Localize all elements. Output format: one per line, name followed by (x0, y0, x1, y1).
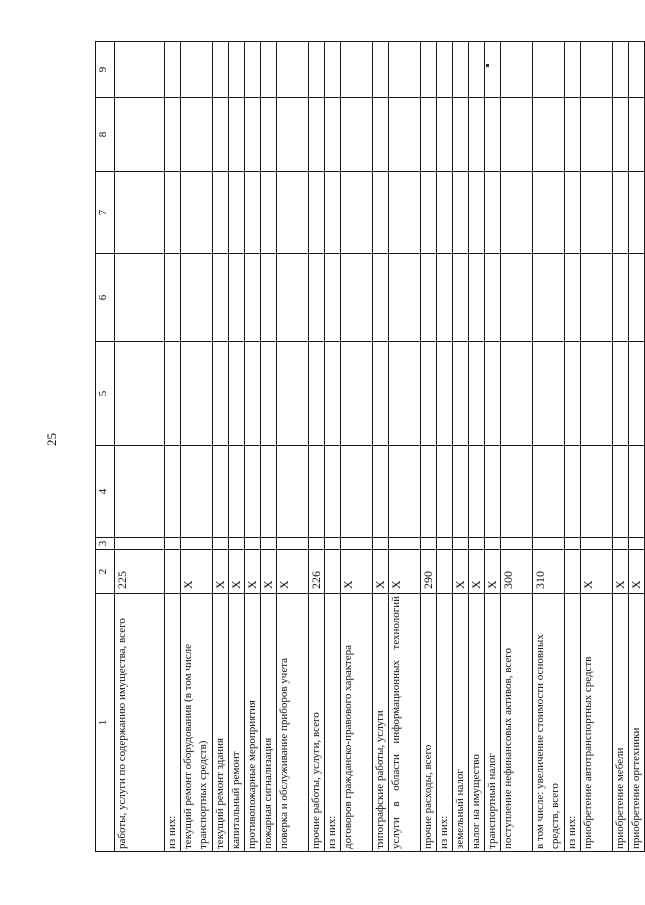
empty-cell (325, 172, 341, 254)
empty-cell (165, 446, 181, 538)
empty-cell (341, 538, 373, 550)
row-name-cell: текущий ремонт оборудования (в том числе транспортных средств) (181, 594, 213, 852)
empty-cell (213, 42, 229, 98)
empty-cell (229, 342, 245, 446)
empty-cell (245, 446, 261, 538)
empty-cell (629, 446, 645, 538)
row-code-cell: X (613, 550, 629, 594)
empty-cell (277, 98, 309, 172)
empty-cell (533, 98, 565, 172)
empty-cell (373, 98, 389, 172)
row-name-cell: капитальный ремонт (229, 594, 245, 852)
row-code-cell: X (629, 550, 645, 594)
empty-cell (485, 172, 501, 254)
table-row (629, 42, 645, 852)
empty-cell (325, 446, 341, 538)
empty-cell (325, 342, 341, 446)
empty-cell (261, 538, 277, 550)
empty-cell (581, 538, 613, 550)
row-code-cell: 310 (533, 550, 565, 594)
row-code-cell (565, 550, 581, 594)
empty-cell (565, 342, 581, 446)
empty-cell (341, 446, 373, 538)
empty-cell (277, 172, 309, 254)
row-code-cell: X (581, 550, 613, 594)
empty-cell (581, 446, 613, 538)
empty-cell (485, 98, 501, 172)
empty-cell (165, 42, 181, 98)
empty-cell (389, 446, 421, 538)
empty-cell (437, 254, 453, 342)
table-row (165, 42, 181, 852)
row-code-cell: 300 (501, 550, 533, 594)
empty-cell (181, 42, 213, 98)
empty-cell (229, 98, 245, 172)
empty-cell (485, 342, 501, 446)
empty-cell (115, 98, 165, 172)
empty-cell (629, 342, 645, 446)
empty-cell (485, 538, 501, 550)
empty-cell (115, 254, 165, 342)
table-row (421, 42, 437, 852)
empty-cell (533, 446, 565, 538)
empty-cell (341, 42, 373, 98)
empty-cell (341, 254, 373, 342)
empty-cell (261, 172, 277, 254)
empty-cell (501, 254, 533, 342)
empty-cell (389, 98, 421, 172)
empty-cell (181, 446, 213, 538)
empty-cell (181, 342, 213, 446)
empty-cell (115, 42, 165, 98)
empty-cell (437, 538, 453, 550)
header-cell: 4 (96, 446, 115, 538)
row-code-cell (437, 550, 453, 594)
empty-cell (261, 446, 277, 538)
table-row (389, 42, 421, 852)
row-name-cell: текущий ремонт здания (213, 594, 229, 852)
row-code-cell: X (261, 550, 277, 594)
empty-cell (213, 446, 229, 538)
row-name-cell: приобретение оргтехники (629, 594, 645, 852)
empty-cell (261, 98, 277, 172)
row-name-cell: работы, услуги по содержанию имущества, всего (115, 594, 165, 852)
empty-cell (229, 42, 245, 98)
row-code-cell: X (469, 550, 485, 594)
empty-cell (501, 342, 533, 446)
empty-cell (629, 98, 645, 172)
empty-cell (469, 98, 485, 172)
empty-cell (213, 538, 229, 550)
empty-cell (469, 42, 485, 98)
empty-cell (261, 254, 277, 342)
empty-cell (565, 172, 581, 254)
empty-cell (613, 254, 629, 342)
empty-cell (501, 446, 533, 538)
row-name-cell: транспортный налог (485, 594, 501, 852)
table-row (341, 42, 373, 852)
empty-cell (229, 538, 245, 550)
empty-cell (421, 172, 437, 254)
empty-cell (469, 342, 485, 446)
empty-cell (277, 254, 309, 342)
empty-cell (501, 42, 533, 98)
table-row (453, 42, 469, 852)
empty-cell (533, 254, 565, 342)
empty-cell (309, 98, 325, 172)
header-cell: 9 (96, 42, 115, 98)
table-row (373, 42, 389, 852)
empty-cell (581, 172, 613, 254)
empty-cell (389, 172, 421, 254)
header-cell: 8 (96, 98, 115, 172)
row-name-cell: из них: (325, 594, 341, 852)
header-cell: 3 (96, 538, 115, 550)
table-row (229, 42, 245, 852)
row-code-cell: X (213, 550, 229, 594)
empty-cell (469, 538, 485, 550)
row-name-cell: услуги в области информационных технологий (389, 594, 421, 852)
page-number: 25 (44, 433, 59, 446)
table-row (261, 42, 277, 852)
empty-cell (389, 342, 421, 446)
empty-cell (165, 254, 181, 342)
table-row (437, 42, 453, 852)
row-name-cell: прочие расходы, всего (421, 594, 437, 852)
empty-cell (325, 42, 341, 98)
empty-cell (437, 98, 453, 172)
empty-cell (373, 254, 389, 342)
empty-cell (373, 342, 389, 446)
empty-cell (309, 42, 325, 98)
empty-cell (421, 254, 437, 342)
empty-cell (165, 342, 181, 446)
row-name-cell: в том числе: увеличение стоимости основных средств, всего (533, 594, 565, 852)
empty-cell (613, 172, 629, 254)
header-cell: 7 (96, 172, 115, 254)
empty-cell (245, 342, 261, 446)
empty-cell (261, 42, 277, 98)
row-name-cell: из них: (565, 594, 581, 852)
empty-cell (373, 446, 389, 538)
empty-cell (325, 98, 341, 172)
table-row (565, 42, 581, 852)
empty-cell (213, 98, 229, 172)
empty-cell (115, 172, 165, 254)
row-code-cell: 225 (115, 550, 165, 594)
empty-cell (485, 254, 501, 342)
empty-cell (309, 538, 325, 550)
empty-cell (309, 254, 325, 342)
empty-cell (613, 446, 629, 538)
empty-cell (501, 98, 533, 172)
empty-cell (341, 172, 373, 254)
empty-cell (437, 172, 453, 254)
row-code-cell: X (229, 550, 245, 594)
row-name-cell: поверка и обслуживание приборов учета (277, 594, 309, 852)
empty-cell (309, 446, 325, 538)
empty-cell (213, 254, 229, 342)
empty-cell (181, 172, 213, 254)
empty-cell (373, 172, 389, 254)
empty-cell (453, 342, 469, 446)
row-code-cell: X (485, 550, 501, 594)
empty-cell (581, 42, 613, 98)
empty-cell (533, 538, 565, 550)
empty-cell (229, 172, 245, 254)
table-row (213, 42, 229, 852)
row-name-cell: типографские работы, услуги (373, 594, 389, 852)
empty-cell (181, 98, 213, 172)
table-row (533, 42, 565, 852)
row-name-cell: пожарная сигнализация (261, 594, 277, 852)
row-name-cell: из них: (437, 594, 453, 852)
empty-cell (565, 98, 581, 172)
row-name-cell: приобретение автотранспортных средств (581, 594, 613, 852)
empty-cell (613, 98, 629, 172)
financial-table (95, 41, 645, 852)
empty-cell (629, 172, 645, 254)
empty-cell (501, 538, 533, 550)
row-name-cell: из них: (165, 594, 181, 852)
empty-cell (229, 254, 245, 342)
empty-cell (469, 446, 485, 538)
table-row (501, 42, 533, 852)
table-row (277, 42, 309, 852)
empty-cell (309, 342, 325, 446)
empty-cell (453, 254, 469, 342)
empty-cell (245, 98, 261, 172)
table-row (613, 42, 629, 852)
empty-cell (565, 538, 581, 550)
empty-cell (453, 172, 469, 254)
empty-cell (421, 98, 437, 172)
row-code-cell: X (181, 550, 213, 594)
empty-cell (565, 254, 581, 342)
empty-cell (277, 446, 309, 538)
empty-cell (245, 172, 261, 254)
table-row (485, 42, 501, 852)
row-code-cell: X (373, 550, 389, 594)
empty-cell (533, 342, 565, 446)
empty-cell (115, 342, 165, 446)
row-name-cell: налог на имущество (469, 594, 485, 852)
empty-cell (373, 538, 389, 550)
empty-cell (421, 446, 437, 538)
empty-cell (453, 446, 469, 538)
empty-cell (629, 254, 645, 342)
empty-cell (389, 254, 421, 342)
row-name-cell: земельный налог (453, 594, 469, 852)
empty-cell (565, 446, 581, 538)
empty-cell (453, 538, 469, 550)
empty-cell (613, 342, 629, 446)
empty-cell (213, 172, 229, 254)
row-code-cell (325, 550, 341, 594)
table-row (245, 42, 261, 852)
empty-cell (453, 42, 469, 98)
empty-cell (181, 254, 213, 342)
table-row (325, 42, 341, 852)
empty-cell (421, 538, 437, 550)
empty-cell (613, 538, 629, 550)
row-name-cell: противопожарные мероприятия (245, 594, 261, 852)
row-code-cell: X (389, 550, 421, 594)
empty-cell (165, 98, 181, 172)
empty-cell (341, 98, 373, 172)
empty-cell (165, 172, 181, 254)
table-row (181, 42, 213, 852)
row-name-cell: поступление нефинансовых активов, всего (501, 594, 533, 852)
empty-cell (629, 42, 645, 98)
empty-cell (421, 42, 437, 98)
empty-cell (261, 342, 277, 446)
empty-cell (485, 42, 501, 98)
header-cell: 6 (96, 254, 115, 342)
header-cell: 1 (96, 594, 115, 852)
empty-cell (245, 538, 261, 550)
empty-cell (341, 342, 373, 446)
row-code-cell: X (277, 550, 309, 594)
row-name-cell: прочие работы, услуги, всего (309, 594, 325, 852)
empty-cell (389, 42, 421, 98)
empty-cell (309, 172, 325, 254)
empty-cell (501, 172, 533, 254)
header-row (96, 42, 115, 852)
empty-cell (325, 254, 341, 342)
empty-cell (453, 98, 469, 172)
empty-cell (277, 342, 309, 446)
rotated-table-wrapper (95, 42, 643, 852)
empty-cell (389, 538, 421, 550)
empty-cell (581, 254, 613, 342)
empty-cell (437, 342, 453, 446)
row-code-cell: X (245, 550, 261, 594)
empty-cell (181, 538, 213, 550)
empty-cell (277, 538, 309, 550)
row-code-cell: 290 (421, 550, 437, 594)
empty-cell (533, 42, 565, 98)
empty-cell (373, 42, 389, 98)
empty-cell (581, 342, 613, 446)
empty-cell (581, 98, 613, 172)
empty-cell (469, 172, 485, 254)
empty-cell (613, 42, 629, 98)
table-row (469, 42, 485, 852)
empty-cell (277, 42, 309, 98)
empty-cell (437, 42, 453, 98)
empty-cell (325, 538, 341, 550)
empty-cell (533, 172, 565, 254)
row-code-cell: X (453, 550, 469, 594)
row-code-cell: X (341, 550, 373, 594)
empty-cell (485, 446, 501, 538)
row-name-cell: приобретение мебели (613, 594, 629, 852)
table-body (115, 42, 645, 852)
empty-cell (115, 446, 165, 538)
empty-cell (245, 42, 261, 98)
header-cell: 2 (96, 550, 115, 594)
empty-cell (437, 446, 453, 538)
empty-cell (469, 254, 485, 342)
table-row (115, 42, 165, 852)
empty-cell (229, 446, 245, 538)
empty-cell (245, 254, 261, 342)
empty-cell (629, 538, 645, 550)
empty-cell (421, 342, 437, 446)
empty-cell (115, 538, 165, 550)
empty-cell (165, 538, 181, 550)
header-cell: 5 (96, 342, 115, 446)
row-code-cell: 226 (309, 550, 325, 594)
row-code-cell (165, 550, 181, 594)
empty-cell (213, 342, 229, 446)
row-name-cell: договоров гражданско-правового характера (341, 594, 373, 852)
table-row (309, 42, 325, 852)
table-row (581, 42, 613, 852)
empty-cell (565, 42, 581, 98)
